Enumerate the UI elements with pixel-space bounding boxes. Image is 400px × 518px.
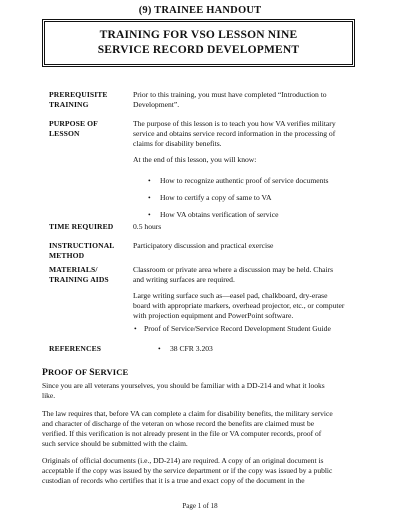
body-paragraph-1-line1: Since you are all veterans yourselves, you should be familiar with a DD-214 and what it looks	[42, 381, 325, 390]
time-required-text: 0.5 hours	[133, 222, 162, 231]
materials-para-2-line1: Large writing surface such as—easel pad, chalkboard, dry-erase	[133, 291, 328, 300]
section-heading-cap-1: P	[42, 367, 48, 378]
purpose-bullet-text: How VA obtains verification of service	[160, 210, 279, 219]
title-line-2: SERVICE RECORD DEVELOPMENT	[97, 44, 300, 56]
materials-para-1-line2: and writing surfaces are required.	[133, 275, 235, 284]
bullet-icon: •	[148, 193, 151, 202]
references-label: REFERENCES	[49, 344, 102, 353]
purpose-label	[49, 119, 129, 139]
prerequisite-text-line2: Development”.	[133, 100, 180, 109]
prerequisite-text-line1: Prior to this training, you must have completed “Introduction to	[133, 90, 327, 99]
purpose-text-line2: service and obtains service record information in the processing of	[133, 129, 336, 138]
purpose-bullet	[148, 193, 272, 203]
purpose-text	[133, 119, 363, 149]
section-heading-cap-2: S	[89, 367, 95, 378]
instructional-method-label-line1: INSTRUCTIONAL	[49, 241, 115, 250]
prerequisite-label-line1: PREREQUISITE	[49, 90, 108, 99]
page-number: Page 1 of 18	[182, 502, 218, 510]
prerequisite-label	[49, 90, 129, 110]
section-heading-rest-1: ROOF OF	[47, 367, 90, 377]
materials-para-1	[133, 265, 363, 285]
purpose-label-line2: LESSON	[49, 129, 80, 138]
materials-label	[49, 265, 129, 285]
references-bullet-text: 38 CFR 3.203	[170, 344, 213, 353]
body-paragraph-3-line1: Originals of official documents (i.e., DD-214) are required. A copy of an original document is	[42, 456, 324, 465]
materials-para-2	[133, 291, 363, 321]
time-required-label: TIME REQUIRED	[49, 222, 114, 231]
bullet-icon: •	[134, 324, 137, 333]
purpose-text-line3: claims for disability benefits.	[133, 139, 222, 148]
bullet-icon: •	[158, 344, 161, 353]
body-paragraph-1-line2: like.	[42, 391, 56, 400]
prerequisite-label-line2: TRAINING	[49, 100, 89, 109]
materials-bullet	[134, 324, 331, 334]
section-heading	[42, 367, 128, 378]
instructional-method-text: Participatory discussion and practical exercise	[133, 241, 274, 250]
purpose-label-line1: PURPOSE OF	[49, 119, 98, 128]
purpose-bullet-text: How to certify a copy of same to VA	[160, 193, 272, 202]
purpose-text-line1: The purpose of this lesson is to teach you how VA verifies military	[133, 119, 336, 128]
body-paragraph-3	[42, 456, 362, 486]
instructional-method-label-line2: METHOD	[49, 251, 85, 260]
materials-label-line1: MATERIALS/	[49, 265, 98, 274]
instructional-method-label	[49, 241, 129, 261]
materials-label-line2: TRAINING AIDS	[49, 275, 109, 284]
references-bullet	[158, 344, 213, 354]
title-box	[42, 19, 355, 67]
title-line-1: TRAINING FOR VSO LESSON NINE	[99, 29, 298, 41]
prerequisite-text	[133, 90, 363, 110]
materials-para-1-line1: Classroom or private area where a discussion may be held. Chairs	[133, 265, 334, 274]
purpose-intro: At the end of this lesson, you will know:	[133, 155, 257, 164]
body-paragraph-2-line4: such service should be submitted with the claim.	[42, 439, 188, 448]
handout-label: (9) TRAINEE HANDOUT	[138, 5, 262, 16]
section-heading-rest-2: ERVICE	[94, 367, 129, 377]
body-paragraph-2-line1: The law requires that, before VA can complete a claim for disability benefits, the military service	[42, 409, 333, 418]
materials-bullet-text: Proof of Service/Service Record Development Student Guide	[144, 324, 331, 333]
body-paragraph-2-line2: and character of discharge of the veteran on whose record the benefits are claimed must be	[42, 419, 315, 428]
bullet-icon: •	[148, 210, 151, 219]
purpose-bullet	[148, 210, 279, 220]
bullet-icon: •	[148, 176, 151, 185]
purpose-bullet	[148, 176, 329, 186]
body-paragraph-2-line3: verified. If this verification is not already present in the file or VA computer records, proof of	[42, 429, 322, 438]
purpose-bullet-text: How to recognize authentic proof of service documents	[160, 176, 329, 185]
body-paragraph-3-line2: acceptable if the copy was issued by the service department or if the copy was issued by a public	[42, 466, 333, 475]
materials-para-2-line2: board with appropriate markers, overhead projector, etc., or computer	[133, 301, 345, 310]
materials-para-2-line3: with projection equipment and PowerPoint software.	[133, 311, 294, 320]
body-paragraph-2	[42, 409, 362, 449]
body-paragraph-3-line3: custodian of records who certifies that it is a true and exact copy of the document in the	[42, 476, 305, 485]
body-paragraph-1	[42, 381, 362, 401]
